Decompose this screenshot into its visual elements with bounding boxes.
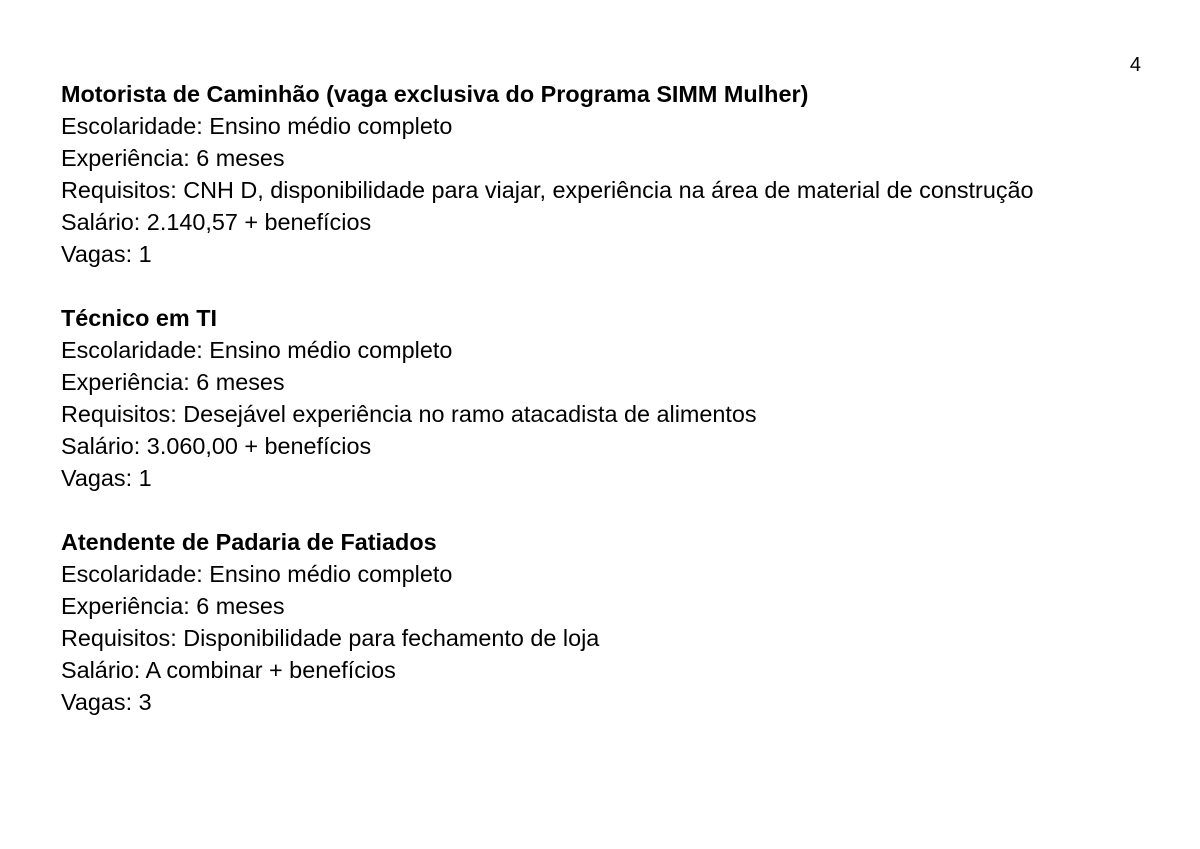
job-listings: [61, 78, 1160, 750]
job-listing-motorista-de-caminhao: [61, 78, 1160, 270]
job-salario: Salário: 3.060,00 + benefícios: [61, 433, 372, 459]
job-salario: Salário: 2.140,57 + benefícios: [61, 209, 372, 235]
job-experiencia: Experiência: 6 meses: [61, 145, 285, 171]
job-vagas: Vagas: 3: [61, 689, 152, 715]
job-experiencia: Experiência: 6 meses: [61, 369, 285, 395]
job-escolaridade: Escolaridade: Ensino médio completo: [61, 337, 453, 363]
job-title: Técnico em TI: [61, 305, 217, 331]
job-escolaridade: Escolaridade: Ensino médio completo: [61, 561, 453, 587]
job-listing-atendente-de-padaria: [61, 526, 1160, 718]
job-vagas: Vagas: 1: [61, 465, 152, 491]
job-vagas: Vagas: 1: [61, 241, 152, 267]
job-requisitos: Requisitos: CNH D, disponibilidade para viajar, experiência na área de material de construção: [61, 177, 1034, 203]
job-listing-tecnico-em-ti: [61, 302, 1160, 494]
job-requisitos: Requisitos: Disponibilidade para fechamento de loja: [61, 625, 600, 651]
job-requisitos: Requisitos: Desejável experiência no ramo atacadista de alimentos: [61, 401, 757, 427]
job-escolaridade: Escolaridade: Ensino médio completo: [61, 113, 453, 139]
page-number: 4: [1129, 54, 1141, 76]
job-experiencia: Experiência: 6 meses: [61, 593, 285, 619]
job-title: Atendente de Padaria de Fatiados: [61, 529, 437, 555]
job-salario: Salário: A combinar + benefícios: [61, 657, 396, 683]
job-title: Motorista de Caminhão (vaga exclusiva do Programa SIMM Mulher): [61, 81, 809, 107]
